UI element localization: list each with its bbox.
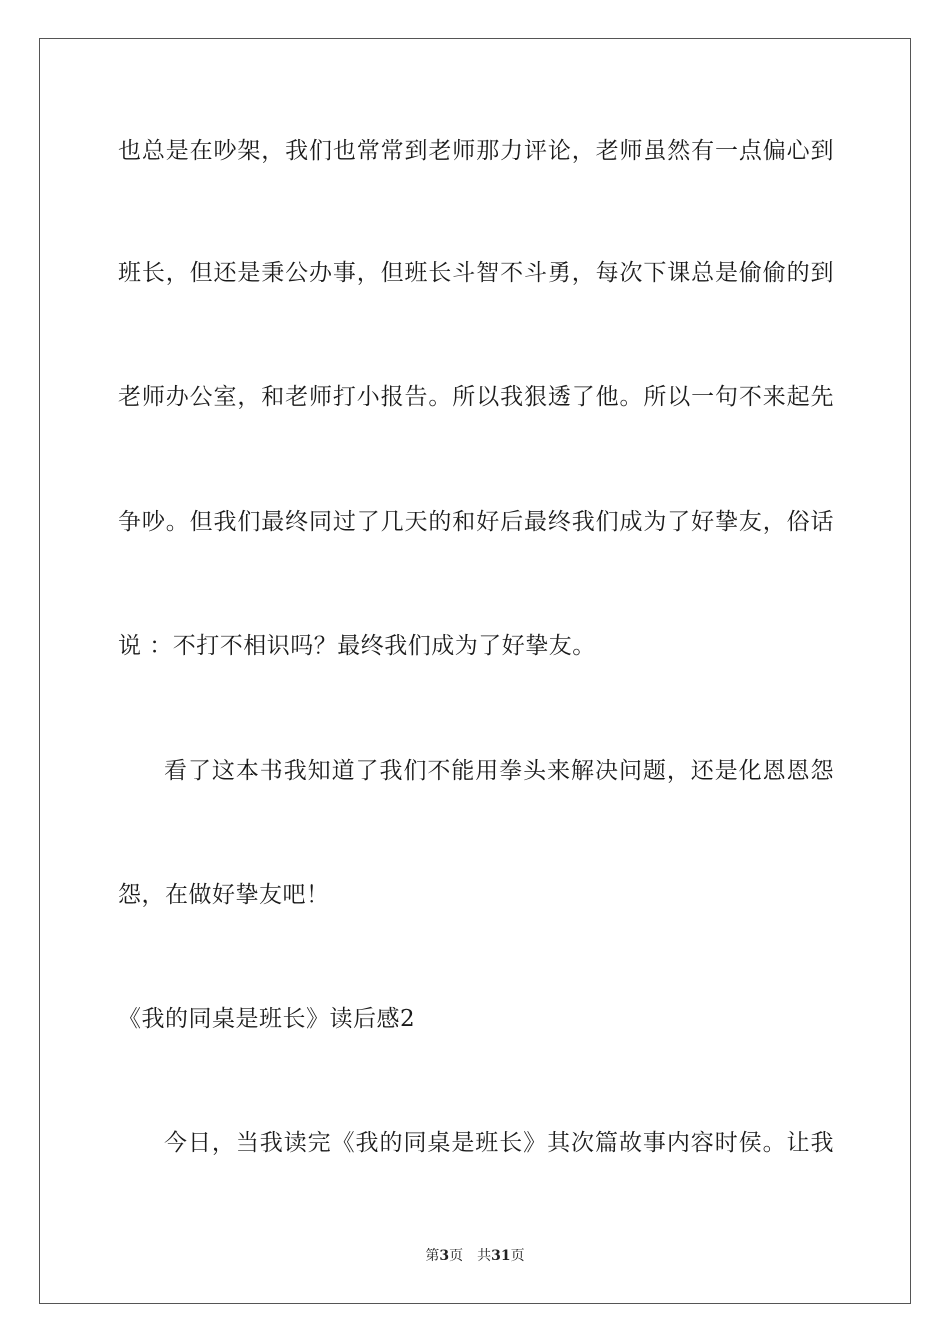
section-title: 《我的同桌是班长》读后感2 (118, 1006, 416, 1032)
total-suffix: 页 (510, 1248, 525, 1264)
total-page-count: 31 (491, 1248, 511, 1264)
page-prefix: 第 (425, 1248, 440, 1264)
body-line-3: 老师办公室，和老师打小报告。所以我狠透了他。所以一句不来起先 (118, 384, 834, 410)
page-frame (39, 38, 911, 1304)
body-line-5: 说 ：不打不相识吗？最终我们成为了好挚友。 (118, 633, 596, 659)
total-prefix: 共 (477, 1248, 492, 1264)
paragraph-3-line-1: 今日，当我读完《我的同桌是班长》其次篇故事内容时侯。让我 (164, 1130, 834, 1156)
page-footer (0, 1246, 950, 1266)
paragraph-2-line-1: 看了这本书我知道了我们不能用拳头来解决问题，还是化恩恩怨 (164, 758, 834, 784)
page-suffix: 页 (449, 1248, 464, 1264)
body-line-4: 争吵。但我们最终同过了几天的和好后最终我们成为了好挚友，俗话 (118, 509, 834, 535)
paragraph-2-line-2: 怨，在做好挚友吧！ (118, 882, 330, 908)
body-line-2: 班长，但还是秉公办事，但班长斗智不斗勇，每次下课总是偷偷的到 (118, 260, 834, 286)
body-line-1: 也总是在吵架，我们也常常到老师那力评论，老师虽然有一点偏心到 (118, 138, 834, 164)
current-page-number: 3 (439, 1248, 450, 1264)
